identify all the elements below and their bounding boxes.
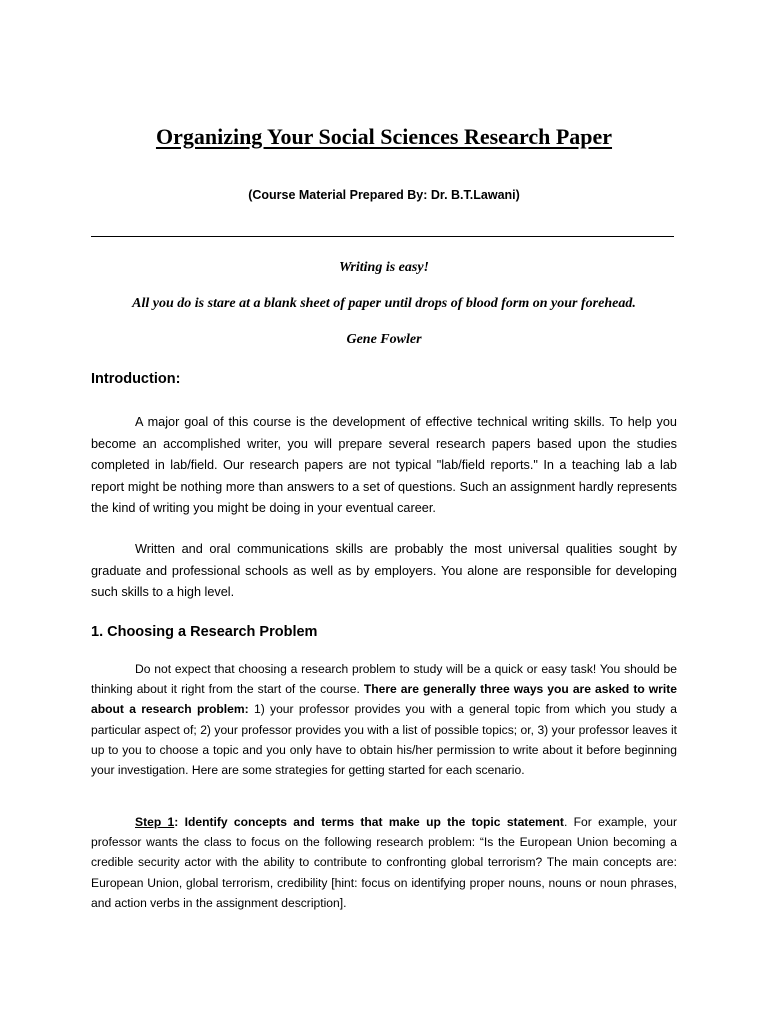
horizontal-rule [91, 236, 674, 237]
step-1-paragraph [91, 812, 677, 913]
quote-line-1: Writing is easy! [339, 260, 429, 275]
section-1-paragraph-text-b: 1) your professor provides you with a general topic from which you study a particular aspect of; 2) your professor provides you with a list of possible topics; or, 3) your professor leaves it up to you to choose a topic and you only have to obtain his/her permission to write about it before beginning your investigation. Here are some strategies for getting started for each scenario. [91, 702, 677, 778]
section-1-heading: 1. Choosing a Research Problem [91, 624, 318, 640]
quote-line-2: All you do is stare at a blank sheet of paper until drops of blood form on your forehead. [132, 296, 636, 311]
quote-author: Gene Fowler [346, 332, 422, 347]
section-1-paragraph-1 [91, 659, 677, 780]
introduction-paragraph-1: A major goal of this course is the development of effective technical writing skills. To help you become an accomplished writer, you will prepare several research papers based upon the studies completed in lab/field. Our research papers are not typical "lab/field reports." In a teaching lab a lab report might be nothing more than answers to a set of questions. Such an assignment hardly represents the kind of writing you might be doing in your eventual career. [91, 415, 677, 516]
document-subtitle: (Course Material Prepared By: Dr. B.T.Lawani) [248, 188, 520, 202]
step-1-label: Step 1 [135, 815, 175, 829]
step-1-colon: : [174, 815, 179, 829]
step-1-text: . For example, your professor wants the class to focus on the following research problem: “Is the European Union becoming a credible security actor with the ability to contribute to confronting global terrorism? The main concepts are: European Union, global terrorism, credibility [hint: focus on identifying proper nouns, nouns or noun phrases, and action verbs in the assignment description]. [91, 815, 678, 910]
introduction-heading: Introduction: [91, 371, 181, 387]
document-page [91, 0, 677, 1024]
step-1-bold-text: Identify concepts and terms that make up the topic statement [178, 815, 564, 829]
introduction-paragraph-2: Written and oral communications skills are probably the most universal qualities sought by graduate and professional schools as well as by employers. You alone are responsible for developing such skills to a high level. [91, 542, 677, 600]
document-title: Organizing Your Social Sciences Research Paper [155, 124, 613, 149]
section-1-paragraph-bold: There are generally three ways you are asked to write about a research problem: [91, 682, 677, 717]
section-1-paragraph-text-a: Do not expect that choosing a research problem to study will be a quick or easy task! You should be thinking about it right from the start of the course. [91, 662, 677, 697]
